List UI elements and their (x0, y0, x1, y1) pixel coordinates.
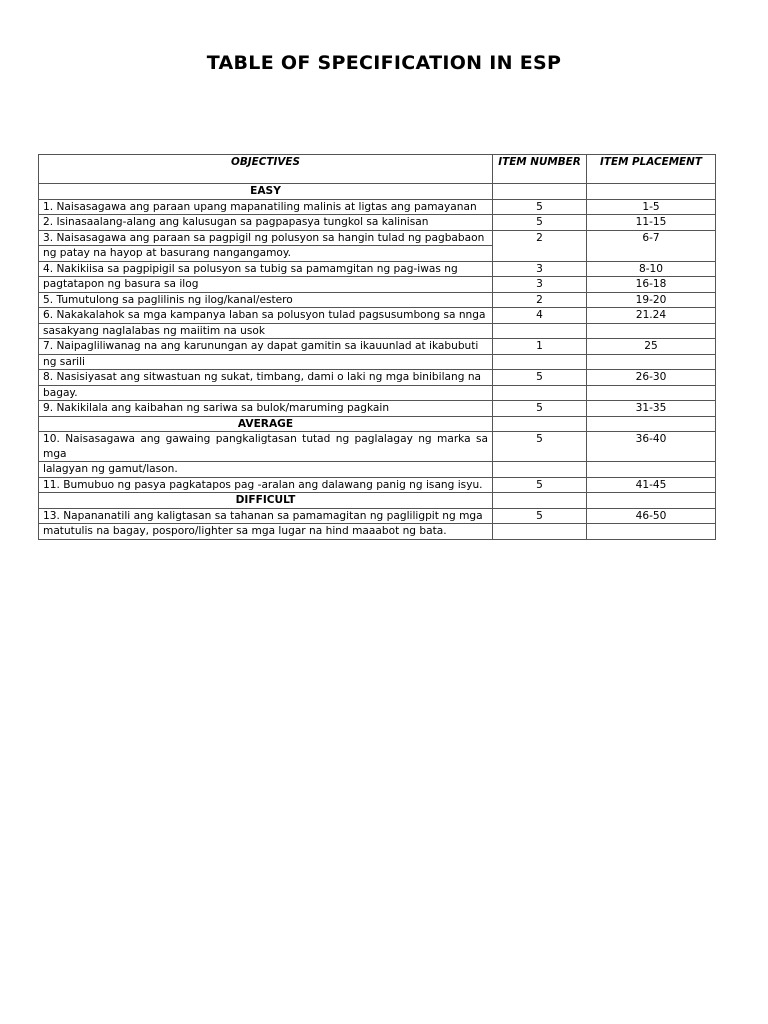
item-placement-cell: 1-5 (587, 199, 716, 215)
item-number-cell (493, 385, 587, 401)
header-item-placement: ITEM PLACEMENT (587, 155, 716, 184)
table-row (39, 385, 716, 401)
table-row (39, 308, 716, 324)
item-placement-cell: 31-35 (587, 401, 716, 417)
empty-cell (493, 416, 587, 432)
section-label: AVERAGE (39, 416, 493, 432)
objective-cell: 8. Nasisiyasat ang sitwastuan ng sukat, timbang, dami o laki ng mga binibilang na (39, 370, 493, 386)
section-label: EASY (39, 184, 493, 200)
table-row (39, 199, 716, 215)
item-placement-cell: 19-20 (587, 292, 716, 308)
item-placement-cell: 6-7 (587, 230, 716, 261)
item-number-cell: 5 (493, 432, 587, 462)
empty-cell (493, 184, 587, 200)
objective-cell: 2. Isinasaalang-alang ang kalusugan sa pagpapasya tungkol sa kalinisan (39, 215, 493, 231)
objective-cell: sasakyang naglalabas ng maiitim na usok (39, 323, 493, 339)
objective-cell: 7. Naipagliliwanag na ang karunungan ay dapat gamitin sa ikauunlad at ikabubuti (39, 339, 493, 355)
table-row (39, 292, 716, 308)
item-number-cell: 5 (493, 477, 587, 493)
table-row (39, 477, 716, 493)
empty-cell (587, 493, 716, 509)
table-row (39, 261, 716, 277)
objective-cell: ng patay na hayop at basurang nangangamoy. (39, 246, 493, 262)
item-placement-cell: 46-50 (587, 508, 716, 524)
table-row (39, 462, 716, 478)
section-row-difficult (39, 493, 716, 509)
section-row-easy (39, 184, 716, 200)
item-number-cell: 5 (493, 370, 587, 386)
item-number-cell (493, 323, 587, 339)
item-placement-cell: 36-40 (587, 432, 716, 462)
item-placement-cell (587, 462, 716, 478)
item-placement-cell (587, 354, 716, 370)
item-number-cell: 3 (493, 277, 587, 293)
section-row-average (39, 416, 716, 432)
item-number-cell: 5 (493, 401, 587, 417)
objective-cell: 13. Napananatili ang kaligtasan sa tahanan sa pamamagitan ng pagliligpit ng mga (39, 508, 493, 524)
item-placement-cell: 41-45 (587, 477, 716, 493)
objective-cell: matutulis na bagay, posporo/lighter sa mga lugar na hind maaabot ng bata. (39, 524, 493, 540)
item-placement-cell: 16-18 (587, 277, 716, 293)
objective-cell: 10. Naisasagawa ang gawaing pangkaligtasan tutad ng paglalagay ng marka sa mga (39, 432, 493, 462)
item-number-cell: 3 (493, 261, 587, 277)
empty-cell (587, 416, 716, 432)
item-number-cell: 2 (493, 230, 587, 261)
item-placement-cell: 25 (587, 339, 716, 355)
objective-cell: 6. Nakakalahok sa mga kampanya laban sa polusyon tulad pagsusumbong sa nnga (39, 308, 493, 324)
objective-cell: 11. Bumubuo ng pasya pagkatapos pag -aralan ang dalawang panig ng isang isyu. (39, 477, 493, 493)
page-title: TABLE OF SPECIFICATION IN ESP (206, 52, 562, 74)
table-row (39, 370, 716, 386)
item-number-cell: 4 (493, 308, 587, 324)
item-number-cell (493, 462, 587, 478)
table-row (39, 277, 716, 293)
empty-cell (493, 493, 587, 509)
objective-cell: 9. Nakikilala ang kaibahan ng sariwa sa bulok/maruming pagkain (39, 401, 493, 417)
objective-cell: lalagyan ng gamut/lason. (39, 462, 493, 478)
table-row (39, 323, 716, 339)
header-objectives: OBJECTIVES (39, 155, 493, 184)
item-placement-cell: 21.24 (587, 308, 716, 324)
table-row (39, 339, 716, 355)
item-placement-cell (587, 524, 716, 540)
header-row (39, 155, 716, 184)
specification-table (38, 154, 716, 540)
objective-cell: bagay. (39, 385, 493, 401)
item-placement-cell: 8-10 (587, 261, 716, 277)
objective-cell: 4. Nakikiisa sa pagpipigil sa polusyon sa tubig sa pamamgitan ng pag-iwas ng (39, 261, 493, 277)
table-row (39, 524, 716, 540)
header-item-number: ITEM NUMBER (493, 155, 587, 184)
table-row (39, 215, 716, 231)
item-placement-cell (587, 385, 716, 401)
item-number-cell: 5 (493, 508, 587, 524)
item-number-cell: 1 (493, 339, 587, 355)
objective-cell: pagtatapon ng basura sa ilog (39, 277, 493, 293)
item-placement-cell: 11-15 (587, 215, 716, 231)
objective-cell: 3. Naisasagawa ang paraan sa pagpigil ng polusyon sa hangin tulad ng pagbabaon (39, 230, 493, 246)
table-row (39, 401, 716, 417)
objective-cell: 5. Tumutulong sa paglilinis ng ilog/kanal/estero (39, 292, 493, 308)
item-number-cell: 5 (493, 215, 587, 231)
table-row (39, 432, 716, 462)
table-row (39, 508, 716, 524)
item-placement-cell (587, 323, 716, 339)
objective-cell: 1. Naisasagawa ang paraan upang mapanatiling malinis at ligtas ang pamayanan (39, 199, 493, 215)
section-label: DIFFICULT (39, 493, 493, 509)
item-number-cell: 5 (493, 199, 587, 215)
objective-cell: ng sarili (39, 354, 493, 370)
item-number-cell (493, 524, 587, 540)
item-number-cell (493, 354, 587, 370)
item-number-cell: 2 (493, 292, 587, 308)
empty-cell (587, 184, 716, 200)
table-row (39, 230, 716, 246)
table-row (39, 354, 716, 370)
item-placement-cell: 26-30 (587, 370, 716, 386)
